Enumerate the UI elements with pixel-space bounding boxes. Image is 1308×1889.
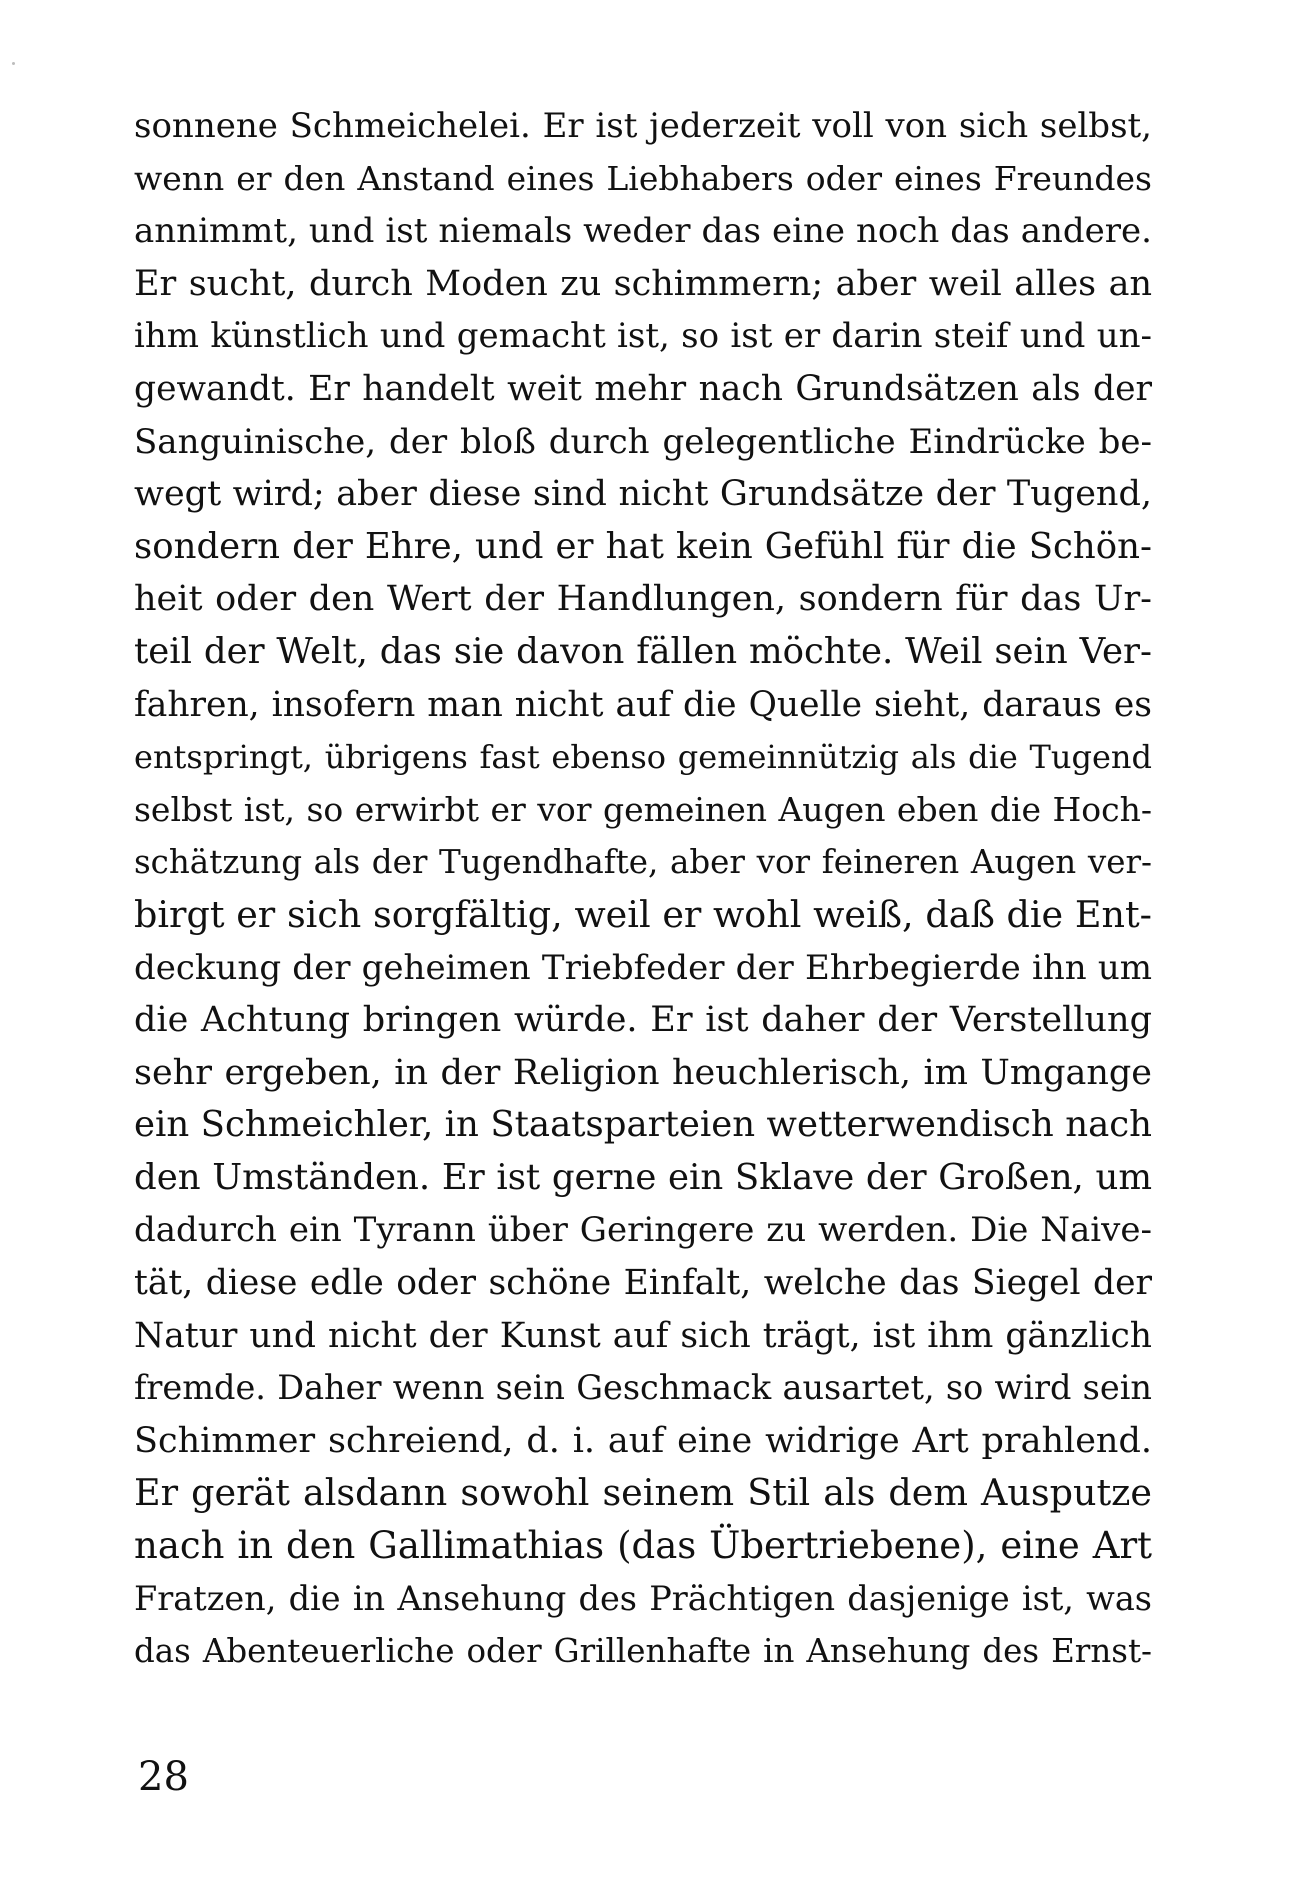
body-text	[134, 100, 1152, 1678]
text-line: deckung der geheimen Triebfeder der Ehrbegierde ihn um	[134, 947, 1152, 988]
text-line: nach in den Gallimathias (das Übertriebene), eine Art	[134, 1524, 1152, 1568]
text-line: sehr ergeben, in der Religion heuchlerisch, im Umgange	[134, 1052, 1152, 1093]
text-line: heit oder den Wert der Handlungen, sondern für das Ur-	[134, 579, 1152, 620]
text-line: tät, diese edle oder schöne Einfalt, welche das Siegel der	[134, 1263, 1152, 1304]
text-line: wegt wird; aber diese sind nicht Grundsätze der Tugend,	[134, 474, 1152, 515]
text-line: schätzung als der Tugendhafte, aber vor feineren Augen ver-	[134, 843, 1152, 882]
text-line: Fratzen, die in Ansehung des Prächtigen dasjenige ist, was	[134, 1578, 1152, 1618]
text-line: den Umständen. Er ist gerne ein Sklave der Großen, um	[134, 1156, 1152, 1198]
text-line: das Abenteuerliche oder Grillenhafte in Ansehung des Ernst-	[134, 1632, 1152, 1671]
text-line: Sanguinische, der bloß durch gelegentliche Eindrücke be-	[134, 421, 1152, 462]
text-line: Er sucht, durch Moden zu schimmern; aber weil alles an	[134, 263, 1152, 304]
text-line: fahren, insofern man nicht auf die Quelle sieht, daraus es	[134, 684, 1152, 725]
text-line: birgt er sich sorgfältig, weil er wohl weiß, daß die Ent-	[134, 892, 1152, 936]
text-line: dadurch ein Tyrann über Geringere zu werden. Die Naive-	[134, 1210, 1152, 1251]
text-line: fremde. Daher wenn sein Geschmack ausartet, so wird sein	[134, 1368, 1152, 1408]
text-line: sonnene Schmeichelei. Er ist jederzeit voll von sich selbst,	[134, 106, 1152, 146]
text-line: sondern der Ehre, und er hat kein Gefühl für die Schön-	[134, 525, 1152, 567]
text-line: selbst ist, so erwirbt er vor gemeinen Augen eben die Hoch-	[134, 789, 1152, 829]
text-line: teil der Welt, das sie davon fällen möchte. Weil sein Ver-	[134, 630, 1152, 672]
text-line: gewandt. Er handelt weit mehr nach Grundsätzen als der	[134, 368, 1152, 409]
text-line: ein Schmeichler, in Staatsparteien wetterwendisch nach	[134, 1104, 1152, 1146]
text-line: die Achtung bringen würde. Er ist daher der Verstellung	[134, 1000, 1152, 1041]
text-line: entspringt, übrigens fast ebenso gemeinnützig als die Tugend	[134, 738, 1152, 777]
paper-speck	[12, 62, 15, 65]
page-number: 28	[138, 1754, 189, 1800]
text-line: Schimmer schreiend, d. i. auf eine widrige Art prahlend.	[134, 1420, 1152, 1461]
text-line: annimmt, und ist niemals weder das eine noch das andere.	[134, 211, 1152, 252]
text-line: Natur und nicht der Kunst auf sich trägt, ist ihm gänzlich	[134, 1315, 1152, 1356]
text-line: wenn er den Anstand eines Liebhabers oder eines Freundes	[134, 158, 1152, 198]
text-line: Er gerät alsdann sowohl seinem Stil als dem Ausputze	[134, 1471, 1152, 1515]
text-line: ihm künstlich und gemacht ist, so ist er darin steif und un-	[134, 316, 1152, 357]
